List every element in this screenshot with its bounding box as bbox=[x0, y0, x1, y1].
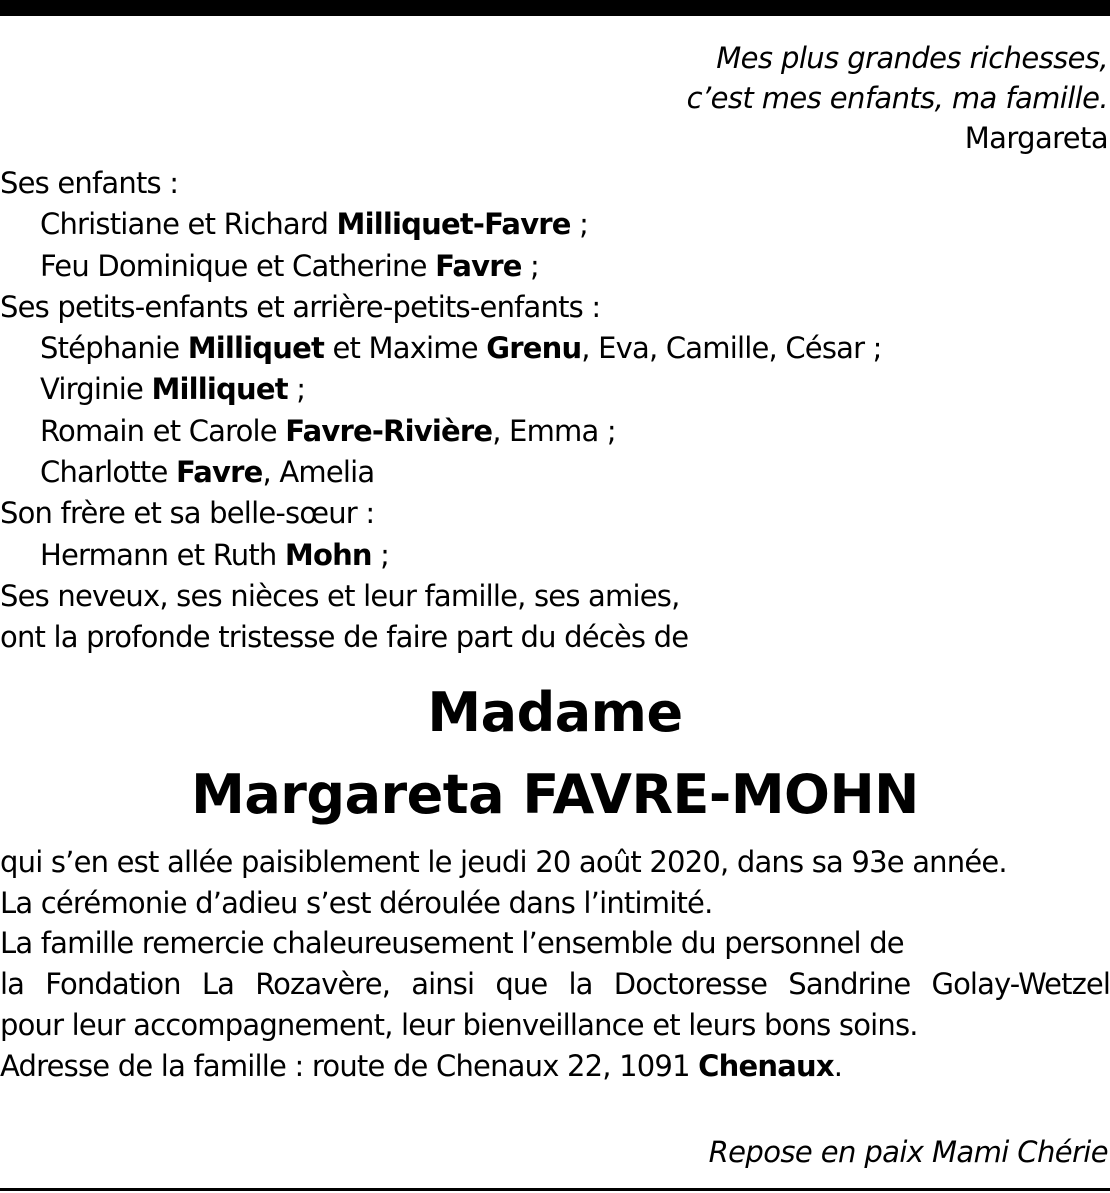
deceased-name-block bbox=[0, 672, 1110, 836]
deceased-title: Madame bbox=[427, 681, 683, 744]
address-city: Chenaux bbox=[698, 1048, 834, 1083]
family-entry bbox=[0, 369, 1110, 410]
bottom-rule bbox=[0, 1188, 1110, 1191]
given-names: Charlotte bbox=[40, 455, 176, 490]
epigraph-line-1: Mes plus grandes richesses, bbox=[716, 41, 1108, 75]
epigraph bbox=[687, 38, 1108, 158]
family-entry bbox=[0, 246, 1110, 287]
given-names: Virginie bbox=[40, 372, 152, 407]
body-line-4: la Fondation La Rozavère, ainsi que la Doctoresse Sandrine Golay-Wetzel bbox=[0, 967, 1110, 1002]
surname: Favre bbox=[175, 455, 263, 490]
epigraph-line-2: c’est mes enfants, ma famille. bbox=[686, 81, 1108, 115]
family-entry bbox=[0, 535, 1110, 576]
closing-line: Repose en paix Mami Chérie bbox=[708, 1135, 1108, 1169]
family-entry bbox=[0, 411, 1110, 452]
entry-end: , Eva, Camille, César ; bbox=[581, 331, 882, 366]
given-names: et Maxime bbox=[324, 331, 487, 366]
entry-end: , Emma ; bbox=[492, 413, 616, 448]
entry-end: ; bbox=[371, 537, 390, 572]
body-line-3: La famille remercie chaleureusement l’ensemble du personnel de bbox=[0, 926, 904, 961]
surname: Milliquet bbox=[151, 372, 288, 407]
children-heading: Ses enfants : bbox=[0, 166, 179, 200]
address-text: Adresse de la famille : route de Chenaux 22, 1091 bbox=[0, 1048, 699, 1083]
family-entry bbox=[0, 452, 1110, 493]
address-end: . bbox=[833, 1048, 843, 1083]
surname: Favre bbox=[435, 248, 522, 283]
body-line-5: pour leur accompagnement, leur bienveillance et leurs bons soins. bbox=[0, 1007, 918, 1042]
given-names: Stéphanie bbox=[40, 331, 188, 366]
top-rule bbox=[0, 0, 1110, 16]
surname: Mohn bbox=[284, 537, 372, 572]
given-names: Christiane et Richard bbox=[40, 207, 337, 242]
entry-end: ; bbox=[570, 207, 589, 242]
surname: Grenu bbox=[486, 331, 582, 366]
body-line-1: qui s’en est allée paisiblement le jeudi 20 août 2020, dans sa 93e année. bbox=[0, 845, 1007, 879]
surname: Milliquet-Favre bbox=[336, 207, 571, 242]
grandchildren-heading: Ses petits-enfants et arrière-petits-enfants : bbox=[0, 289, 601, 324]
sibling-heading: Son frère et sa belle-sœur : bbox=[0, 496, 375, 531]
entry-end: , Amelia bbox=[262, 455, 375, 490]
family-list bbox=[0, 163, 1110, 659]
given-names: Romain et Carole bbox=[40, 413, 286, 448]
epigraph-signature: Margareta bbox=[964, 121, 1108, 155]
entry-end: ; bbox=[287, 372, 306, 407]
surname: Milliquet bbox=[187, 331, 325, 366]
surname: Favre-Rivière bbox=[285, 413, 493, 448]
notice-body bbox=[0, 842, 1110, 1086]
nephews-line: Ses neveux, ses nièces et leur famille, ses amies, bbox=[0, 578, 680, 613]
entry-end: ; bbox=[521, 248, 540, 283]
announcement-line: ont la profonde tristesse de faire part du décès de bbox=[0, 620, 689, 655]
given-names: Feu Dominique et Catherine bbox=[40, 248, 436, 283]
family-entry bbox=[0, 204, 1110, 245]
body-line-2: La cérémonie d’adieu s’est déroulée dans l’intimité. bbox=[0, 885, 713, 920]
family-address bbox=[0, 1046, 1110, 1087]
family-entry bbox=[0, 328, 1110, 369]
deceased-name: Margareta FAVRE-MOHN bbox=[191, 763, 919, 826]
given-names: Hermann et Ruth bbox=[40, 537, 285, 572]
